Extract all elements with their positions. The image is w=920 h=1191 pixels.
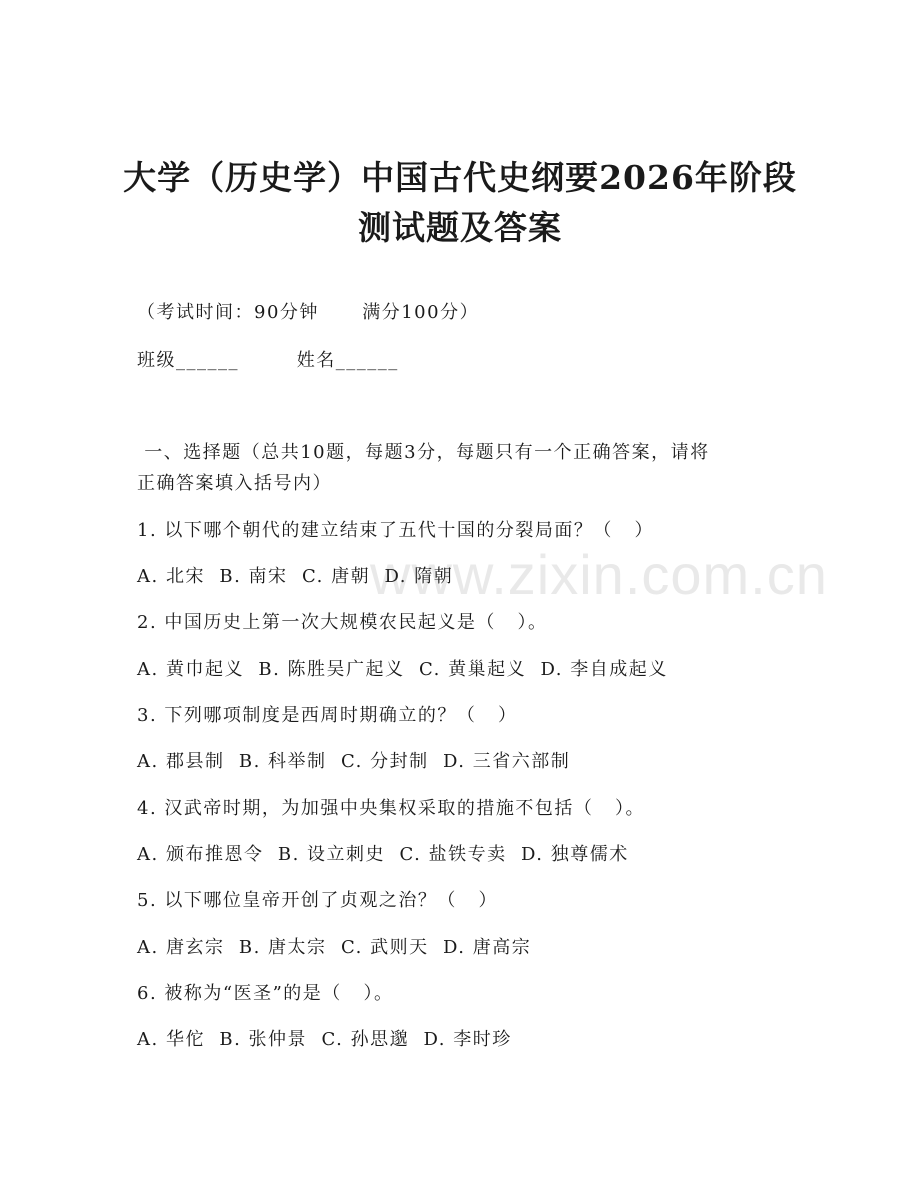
- question-5-options: A. 唐玄宗 B. 唐太宗 C. 武则天 D. 唐高宗: [137, 937, 532, 958]
- exam-info: （考试时间：90分钟 满分100分）: [137, 302, 480, 323]
- document-title-line-1: 大学（历史学）中国古代史纲要2026年阶段: [123, 158, 797, 197]
- question-6-stem: 6. 被称为“医圣”的是（ ）。: [137, 983, 394, 1004]
- question-4-options: A. 颁布推恩令 B. 设立刺史 C. 盐铁专卖 D. 独尊儒术: [137, 844, 629, 865]
- question-5-stem: 5. 以下哪位皇帝开创了贞观之治？（ ）: [137, 890, 499, 911]
- question-2-stem: 2. 中国历史上第一次大规模农民起义是（ ）。: [137, 612, 548, 633]
- student-fields: 班级______ 姓名______: [137, 350, 399, 371]
- section-heading-line-1: 一、选择题（总共10题，每题3分，每题只有一个正确答案，请将: [137, 442, 710, 463]
- question-1-stem: 1. 以下哪个朝代的建立结束了五代十国的分裂局面？（ ）: [137, 520, 655, 541]
- question-1-options: A. 北宋 B. 南宋 C. 唐朝 D. 隋朝: [137, 566, 454, 587]
- question-2-options: A. 黄巾起义 B. 陈胜吴广起义 C. 黄巢起义 D. 李自成起义: [137, 659, 668, 680]
- question-3-options: A. 郡县制 B. 科举制 C. 分封制 D. 三省六部制: [137, 751, 571, 772]
- document-title-line-2: 测试题及答案: [358, 208, 562, 247]
- question-6-options: A. 华佗 B. 张仲景 C. 孙思邈 D. 李时珍: [137, 1029, 512, 1050]
- question-3-stem: 3. 下列哪项制度是西周时期确立的？（ ）: [137, 705, 518, 726]
- section-heading-line-2: 正确答案填入括号内）: [137, 473, 332, 494]
- question-4-stem: 4. 汉武帝时期，为加强中央集权采取的措施不包括（ ）。: [137, 798, 646, 819]
- watermark-text: www.zixin.com.cn: [370, 543, 828, 606]
